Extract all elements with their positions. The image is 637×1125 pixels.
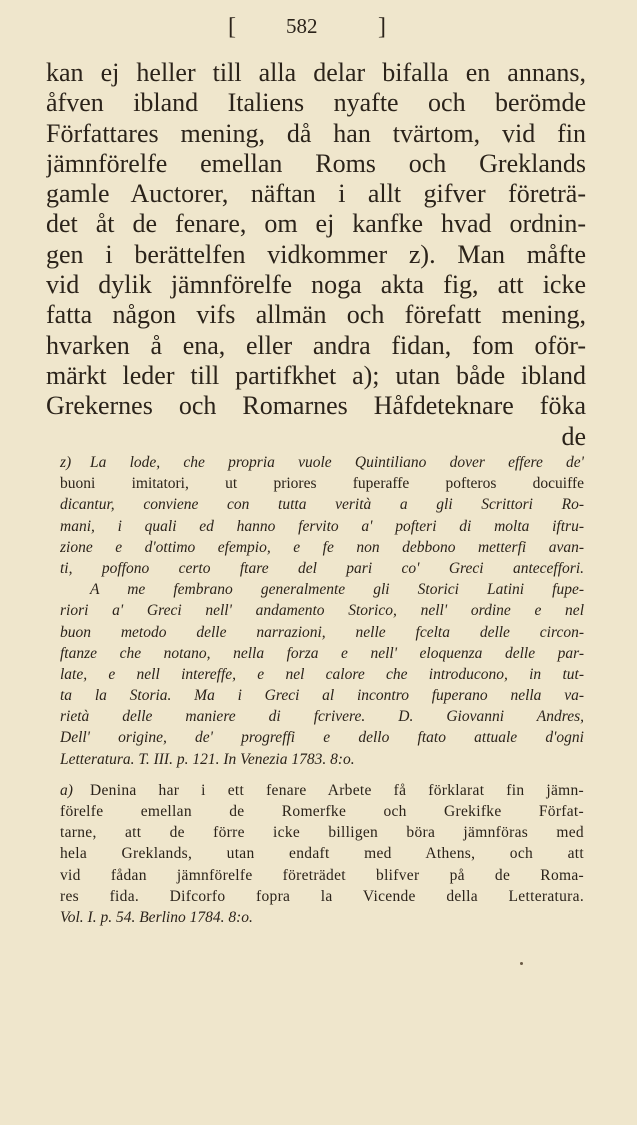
main-text [46, 58, 586, 452]
footnote-line: ta la Storia. Ma i Greci al incontro fuperano nella va- [60, 687, 584, 705]
text-line: gamle Auctorer, näftan i allt gifver företrä- [46, 179, 586, 209]
footnote-line: dicantur, conviene con tutta verità a gli Scrittori Ro- [60, 496, 584, 514]
footnote-mark: z) [60, 454, 72, 471]
footnote-line: Dell' origine, de' progreffi e dello ftato attuale d'ogni [60, 729, 584, 747]
footnote-line: La lode, che propria vuole Quintiliano dover effere de' [90, 454, 584, 471]
footnote-line: buoni imitatori, ut priores fuperaffe pofteros docuiffe [60, 475, 584, 493]
ink-speck [520, 962, 523, 965]
text-line: jämnförelfe emellan Roms och Greklands [46, 148, 586, 178]
footnote-line: Letteratura. T. III. p. 121. In Venezia 1783. 8:o. [60, 750, 355, 768]
footnote-line: A me fembrano generalmente gli Storici Latini fupe- [90, 581, 584, 599]
footnote-line: riori a' Greci nell' andamento Storico, nell' ordine e nel [60, 602, 584, 620]
footnote-line: buon metodo delle narrazioni, nelle fcelta delle circon- [60, 623, 584, 641]
text-line: Författares mening, då han tvärtom, vid fin [46, 118, 586, 148]
footnote-line: mani, i quali ed hanno fervito a' pofteri di molta iftru- [60, 517, 584, 535]
footnote-line: rietà delle maniere di fcrivere. D. Giovanni Andres, [60, 708, 584, 726]
footnote-line: res fida. Difcorfo fopra la Vicende della Letteratura. [60, 887, 584, 905]
text-line: märkt leder till partifkhet a); utan både ibland [46, 360, 586, 390]
footnote-line: förelfe emellan de Romerfke och Grekifke Förfat- [60, 803, 584, 820]
footnote-line: hela Greklands, utan endaft med Athens, och att [60, 845, 584, 863]
text-line: gen i berättelfen vidkommer z). Man måfte [46, 239, 586, 269]
text-line: det åt de fenare, om ej kanfke hvad ordnin- [46, 209, 586, 239]
footnotes [60, 452, 584, 928]
text-line: åfven ibland Italiens nyafte och berömde [46, 88, 586, 118]
footnote-line: late, e nell intereffe, e nel calore che introducono, in tut- [60, 665, 584, 683]
footnote-line: Vol. I. p. 54. Berlino 1784. 8:o. [60, 908, 253, 926]
footnote-z [60, 452, 584, 770]
header-bracket-open: [ [228, 14, 236, 40]
page-header [0, 14, 637, 48]
text-line: kan ej heller till alla delar bifalla en annans, [46, 58, 586, 87]
text-line: vid dylik jämnförelfe noga akta fig, att icke [46, 270, 586, 300]
footnote-line: tarne, att de förre icke billigen böra jämnföras med [60, 824, 584, 842]
text-line: fatta någon vifs allmän och förefatt mening, [46, 300, 586, 330]
footnote-line: ftanze che notano, nella forza e nell' eloquenza delle par- [60, 644, 584, 662]
header-bracket-close: ] [378, 14, 386, 40]
text-line: Grekernes och Romarnes Håfdeteknare föka [46, 391, 586, 421]
page-number: 582 [286, 14, 318, 38]
text-line: hvarken å ena, eller andra fidan, fom oför- [46, 330, 586, 360]
footnote-mark: a) [60, 781, 73, 799]
footnote-a [60, 780, 584, 928]
footnote-line: Denina har i ett fenare Arbete få förklarat fin jämn- [90, 781, 584, 799]
footnote-line: ti, poffono certo ftare del pari co' Greci anteceffori. [60, 559, 584, 577]
catchword: de [561, 421, 586, 451]
footnote-line: zione e d'ottimo efempio, e fe non debbono metterfi avan- [60, 538, 584, 556]
footnote-line: vid fådan jämnförelfe företrädet blifver på de Roma- [60, 866, 584, 884]
